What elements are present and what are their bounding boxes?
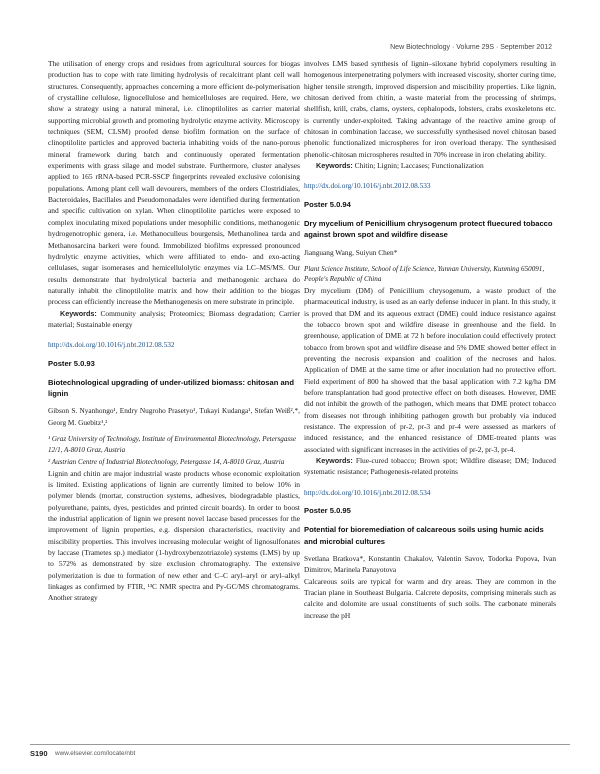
intro-paragraph: The utilisation of energy crops and residues from agricultural sources for biogas production has to cope with rate limiting hydrolysis of recalcitrant plant cell wall structures. Consequently, approaches concerning a more efficient de-polymerisation of crystalline cellulose, lignocellulose and hemicelluloses are required. Here, we show a strategy using a natural mineral, i.e. clinoptilolites as carrier material supporting microbial growth and promoting hydrolytic enzyme activity. Microscopy techniques (SEM, CLSM) proofed dense biofilm formation on the surface of clinoptilolite particles and approved bacteria inhabiting voids of the nano-porous mineral framework during batch and continuously operated fermentation experiments with grass silage and model substrate. Furthermore, cluster analyses applied to 165 rRNA-based PCR-SSCP fingerprints revealed exclusive colonising populations. Among plant cell wall devourers, members of the orders Clostridiales, Bacteroidales, Bacillales and Pseudomonadales were identified during fermentation and specific cultivation on xylan. When clinoptilolite particles were exposed to complex inoculating mixed populations under mesophilic conditions, methanogenic hydrogenotrophic genera, i.e. Methanoculleus bourgensis, Methanolinea tarda and Methanosarcina barkeri were found. Immobilized biofilms expressed pronounced hydrolytic enzyme activities, which were affiliated to endo- and exo-acting cellulases, sugar isomerases and hemicellulolytic enzymes via LC–MS/MS. Our results demonstrate that hydrolytical bacteria and methanogenic archaea do naturally inhabit the clinoptilolite matrix and how their addition to the biogas process can efficiently increase the Methanogenesis on mere substrate in principle. <box>48 59 300 307</box>
left-column <box>48 58 300 604</box>
affiliation-1: ¹ Graz University of Technology, Institute of Environmental Biotechnology, Petersgasse 12/1, A-8010 Graz, Austria <box>48 435 297 454</box>
poster-label: Poster 5.0.94 <box>304 199 351 209</box>
abstract: Dry mycelium (DM) of Penicillium chrysogenum, a waste product of the pharmaceutical industry, is used as an early defense inducer in plant. In this study, it is proved that DM and its aqueous extract (DME) could induce resistance against the tobacco brown spot and wildfire disease in greenhouse and the field. In greenhouse, application of DME at 72 h before inoculation could effectively protect tobacco from brown spot and wildfire disease and 5% DME showed better effect in preventing the necrosis expansion and coalition of the necroses and halos. Application of DME at the same time or after inoculation had no protective effort. Field experiment of 800 ha showed that the basal application with 7.2 kg/ha DM before transplantation had good protective effect on both diseases. However, DME did not inhibit the growth of the pathogen, which means that DME protect tobacco from diseases not through inhibiting pathogen growth but probably via induced resistance. The expression of pr-2, pr-3 and pr-4 were assessed as markers of induced resistance, and the enhanced resistance of DME-treated plants was associated with significant increases in the activities of pr-2, pr-3, pr-4. <box>304 285 556 454</box>
authors: Jianguang Wang, Suiyun Chen* <box>304 247 398 257</box>
keywords-line <box>48 308 300 331</box>
doi-link[interactable]: http://dx.doi.org/10.1016/j.nbt.2012.08.532 <box>48 340 175 350</box>
keywords-label: Keywords: <box>316 456 353 466</box>
keywords-line <box>304 455 556 478</box>
running-head: New Biotechnology · Volume 29S · September 2012 <box>390 44 552 51</box>
doi-link[interactable]: http://dx.doi.org/10.1016/j.nbt.2012.08.533 <box>304 181 431 191</box>
abstract: Calcareous soils are typical for warm and dry areas. They are common in the Tracian plane in Southeast Bulgaria. Calcrete deposits, comprising minerals such as calcite and dolomite are usual constituents of such soils. The carbonate minerals increase the pH <box>304 576 556 620</box>
authors: Gibson S. Nyanhongo¹, Endry Nugroho Prasetyo¹, Tukayi Kudanga¹, Stefan Weiß²,*, Georg M. Guebitz¹,² <box>48 406 300 427</box>
affiliation: Plant Science Institute, School of Life Science, Yunnan University, Kunming 650091, People's Republic of China <box>304 264 545 284</box>
poster-title: Biotechnological upgrading of under-utilized biomass: chitosan and lignin <box>48 377 294 399</box>
continuation-paragraph: involves LMS based synthesis of lignin–siloxane hybrid copolymers resulting in homogenous interpenetrating polymers with increased viscosity, shorter curing time, higher tensile strength, improved dispersion and miscibility properties. Like lignin, chitosan derived from chitin, a waste material from the processing of shrimps, shellfish, krill, crabs, clams, oysters, cephalopods, lobsters, crabs exoskeletons etc. is currently under-exploited. Taking advantage of the reactive amine group of chitosan in combination laccase, we successfully synthesised novel chitosan based phenolic functionalized microspheres for iron overload therapy. The synthesised phenolic-chitosan microspheres resulted in 70% increase in iron chelating ability. <box>304 59 556 159</box>
footer-url: www.elsevier.com/locate/nbt <box>55 750 136 757</box>
poster-title: Potential for bioremediation of calcareous soils using humic acids and microbial cultures <box>304 525 544 546</box>
keywords-text: Community analysis; Proteomics; Biomass degradation; Carrier material; Sustainable energy <box>48 308 301 329</box>
keywords-line <box>304 160 556 171</box>
abstract: Lignin and chitin are major industrial waste products whose economic exploitation is limited. Existing applications of lignin are currently limited to below 10% in polymer blends (mortar, construction systems, adhesives, biodegradable plastics, polyurethane, paints, dyes, pesticides and printed circuit boards). In order to boost the industrial application of lignin we present novel laccase based processes for the improvement of lignin properties, e.g. dispersion characteristics, reactivity and miscibility properties. This involves increasing molecular weight of lignosulfonates by laccase (Trametes sp.) mediator (1-hydroxybenzotriazole) systems (LMS) by up to 572% as demonstrated by size exclusion chromatography. The extensive polymerization is due to formation of new ether and C–C aryl–aryl or aryl–alkyl linkages as confirmed by FTIR, ¹³C NMR spectra and Py-GC/MS chromatograms. Another strategy <box>48 468 300 603</box>
poster-title: Dry mycelium of Penicillium chrysogenum protect fluecured tobacco against brown spot and wildfire disease <box>304 219 553 240</box>
footer-rule <box>30 744 570 745</box>
page-number: S190 <box>30 749 48 758</box>
keywords-label: Keywords: <box>60 308 97 318</box>
poster-label: Poster 5.0.93 <box>48 358 95 368</box>
keywords-text: Chitin; Lignin; Laccases; Functionalization <box>354 161 484 171</box>
keywords-label: Keywords: <box>316 161 353 171</box>
authors: Svetlana Bratkova*, Konstantin Chakalov, Valentin Savov, Todorka Popova, Ivan Dimitrov, Marinela Panayotova <box>304 553 556 575</box>
keywords-text: Flue-cured tobacco; Brown spot; Wildfire disease; DM; Induced systematic resistance; Pathogenesis-related proteins <box>304 456 556 477</box>
affiliation-2: ² Austrian Centre of Industrial Biotechnology, Petergasse 14, A-8010 Graz, Austria <box>48 458 285 467</box>
poster-label: Poster 5.0.95 <box>304 506 351 516</box>
right-column <box>304 58 556 621</box>
doi-link[interactable]: http://dx.doi.org/10.1016/j.nbt.2012.08.534 <box>304 487 431 497</box>
